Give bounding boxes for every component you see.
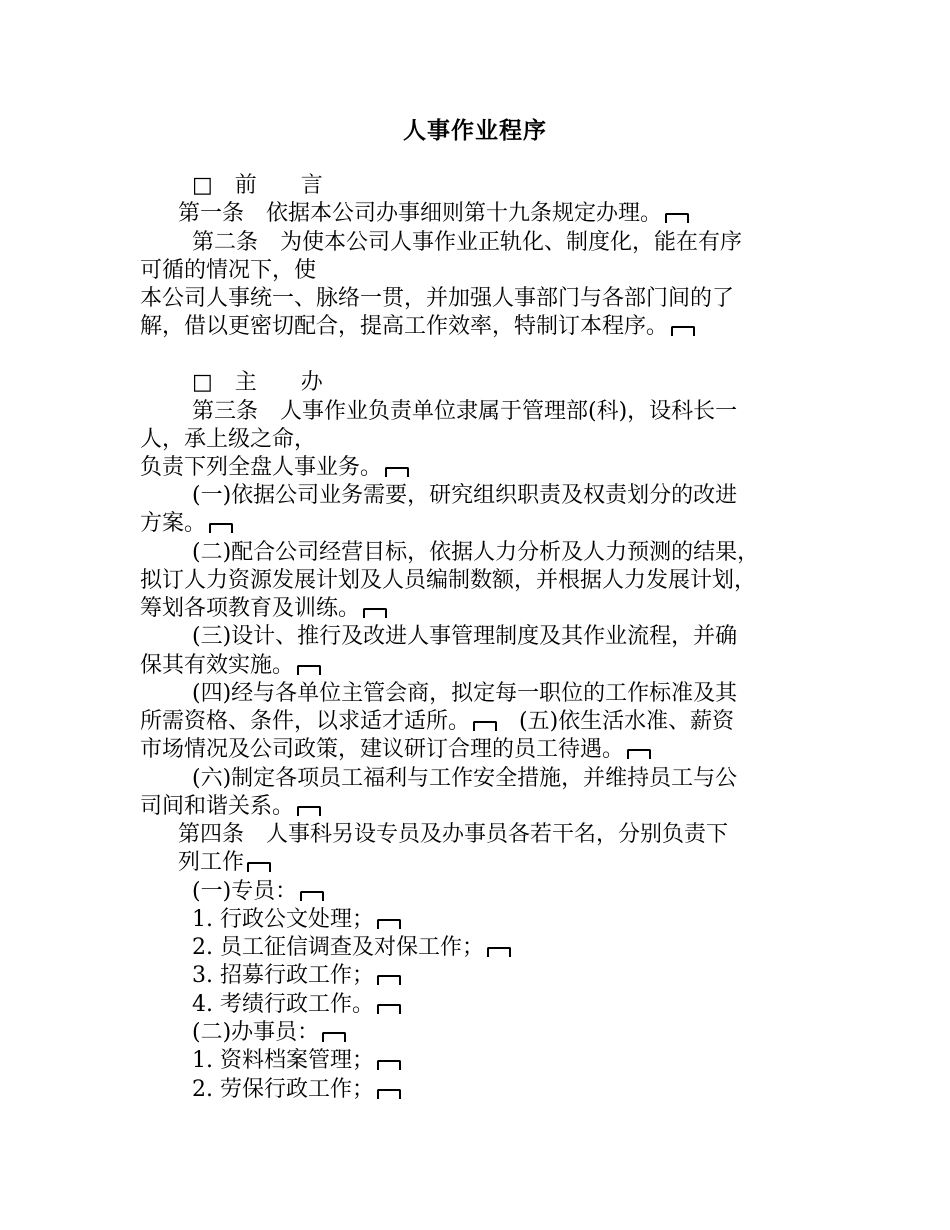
- document-title: 人事作业程序: [403, 118, 547, 144]
- clerk-item-1: 1. 资料档案管理；: [192, 1047, 401, 1075]
- item-5-line-2: 市场情况及公司政策，建议研订合理的员工待遇。: [140, 736, 651, 764]
- section-heading-preface: □ 前 言: [192, 173, 323, 198]
- paragraph-mark-icon: [377, 975, 401, 985]
- paragraph-mark-icon: [377, 919, 401, 929]
- article-2-line-4: 解，借以更密切配合，提高工作效率，特制订本程序。: [140, 313, 695, 341]
- paragraph-mark-icon: [300, 891, 324, 901]
- paragraph-mark-icon: [473, 721, 497, 731]
- item-5-line-1: (五)依生活水准、薪资: [519, 709, 735, 734]
- paragraph-mark-icon: [665, 213, 689, 223]
- subsection-clerk: (二)办事员：: [192, 1019, 346, 1047]
- subsection-specialist: (一)专员：: [192, 878, 324, 906]
- paragraph-mark-icon: [487, 947, 511, 957]
- article-4-line-1: 第四条 人事科另设专员及办事员各若干名，分别负责下: [178, 822, 729, 847]
- paragraph-mark-icon: [627, 749, 651, 759]
- item-6-line-2: 司间和谐关系。: [140, 793, 321, 821]
- paragraph-mark-icon: [377, 1004, 401, 1014]
- article-2-line-1: 第二条 为使本公司人事作业正轨化、制度化，能在有序: [192, 230, 743, 255]
- specialist-item-1: 1. 行政公文处理；: [192, 906, 401, 934]
- specialist-item-2: 2. 员工征信调查及对保工作；: [192, 934, 511, 962]
- article-2-line-2: 可循的情况下，使: [140, 258, 317, 283]
- paragraph-mark-icon: [209, 523, 233, 533]
- item-4-line-1: (四)经与各单位主管会商，拟定每一职位的工作标准及其: [192, 681, 738, 706]
- clerk-item-2: 2. 劳保行政工作；: [192, 1076, 401, 1104]
- paragraph-mark-icon: [297, 806, 321, 816]
- item-1-line-1: (一)依据公司业务需要，研究组织职责及权责划分的改进: [192, 483, 738, 508]
- paragraph-mark-icon: [377, 1089, 401, 1099]
- article-3-line-1: 第三条 人事作业负责单位隶属于管理部(科)，设科长一: [192, 399, 738, 424]
- paragraph-mark-icon: [322, 1032, 346, 1042]
- specialist-item-4: 4. 考绩行政工作。: [192, 991, 401, 1019]
- item-3-line-2: 保其有效实施。: [140, 652, 321, 680]
- paragraph-mark-icon: [297, 665, 321, 675]
- item-2-line-1: (二)配合公司经营目标，依据人力分析及人力预测的结果，: [192, 540, 760, 565]
- paragraph-mark-icon: [671, 326, 695, 336]
- article-3-line-3: 负责下列全盘人事业务。: [140, 454, 409, 482]
- article-4-line-2: 列工作: [178, 849, 271, 877]
- paragraph-mark-icon: [385, 467, 409, 477]
- article-1: 第一条 依据本公司办事细则第十九条规定办理。: [178, 200, 689, 228]
- item-2-line-2: 拟订人力资源发展计划及人员编制数额，并根据人力发展计划，: [140, 568, 757, 593]
- item-6-line-1: (六)制定各项员工福利与工作安全措施，并维持员工与公: [192, 766, 738, 791]
- item-3-line-1: (三)设计、推行及改进人事管理制度及其作业流程，并确: [192, 624, 738, 649]
- section-heading-host: □ 主 办: [192, 370, 323, 395]
- article-2-line-3: 本公司人事统一、脉络一贯，并加强人事部门与各部门间的了: [140, 286, 735, 311]
- item-2-line-3: 筹划各项教育及训练。: [140, 595, 387, 623]
- paragraph-mark-icon: [363, 608, 387, 618]
- item-4-line-2: 所需资格、条件，以求适才适所。 (五)依生活水准、薪资: [140, 709, 735, 734]
- paragraph-mark-icon: [377, 1060, 401, 1070]
- article-3-line-2: 人，承上级之命，: [140, 427, 317, 452]
- specialist-item-3: 3. 招募行政工作；: [192, 962, 401, 990]
- paragraph-mark-icon: [247, 862, 271, 872]
- item-1-line-2: 方案。: [140, 510, 233, 538]
